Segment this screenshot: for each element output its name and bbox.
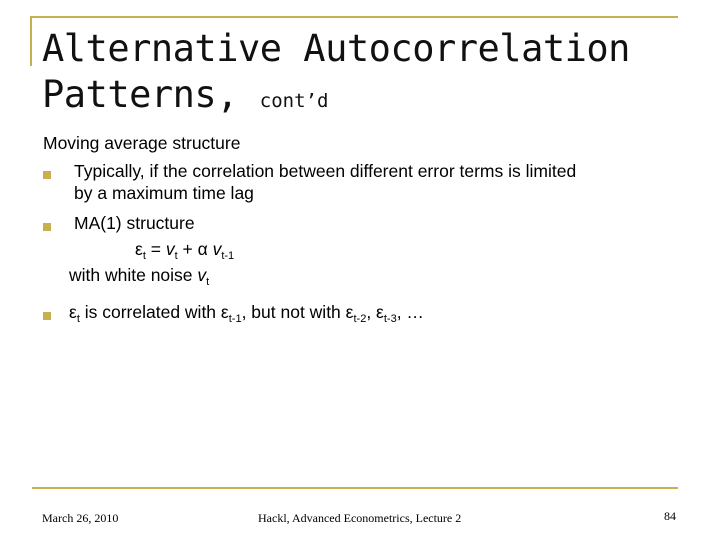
white-noise-sub: t [206, 276, 210, 288]
title-line-2: Patterns, [42, 73, 238, 116]
bullet-marker [43, 312, 51, 320]
eq-sub-t: t [142, 250, 146, 262]
b3-eps-4: ε [376, 302, 384, 322]
b3-eps-3: ε [345, 302, 354, 322]
white-noise-var: v [197, 265, 207, 285]
footer-course: Hackl, Advanced Econometrics, Lecture 2 [258, 511, 462, 525]
bullet-3 [69, 301, 424, 323]
white-noise-text: with white noise [69, 265, 198, 285]
b3-sub-t1: t-1 [228, 313, 242, 325]
b3-comma: , [366, 302, 377, 322]
footer-rule [32, 487, 678, 489]
bullet-1-line-1: Typically, if the correlation between different error terms is limited [74, 161, 577, 181]
eq-epsilon: ε [135, 239, 143, 259]
b3-eps: ε [69, 302, 77, 322]
b3-text-1: is correlated with [79, 302, 221, 322]
eq-sub-t1: t-1 [221, 250, 235, 262]
eq-plus-alpha: + α [177, 239, 213, 259]
eq-sub-t-2: t [174, 250, 178, 262]
b3-text-2: , but not with [241, 302, 346, 322]
footer-page-number: 84 [664, 509, 676, 523]
left-rule [30, 16, 32, 66]
eq-v: v [165, 239, 175, 259]
title-suffix: cont’d [259, 90, 329, 112]
footer-date: March 26, 2010 [42, 511, 119, 525]
b3-eps-2: ε [220, 302, 229, 322]
ma1-equation [135, 238, 234, 260]
b3-sub-t: t [76, 313, 80, 325]
slide-title [42, 26, 630, 124]
bullet-2: MA(1) structure [74, 213, 195, 233]
top-rule [32, 16, 678, 18]
bullet-marker [43, 171, 51, 179]
white-noise-line [69, 264, 209, 286]
title-line-1: Alternative Autocorrelation [42, 27, 630, 70]
b3-ellipsis: , … [396, 302, 424, 322]
b3-sub-t3: t-3 [383, 313, 397, 325]
bullet-1-line-2: by a maximum time lag [74, 183, 254, 203]
eq-v-2: v [212, 239, 222, 259]
bullet-marker [43, 223, 51, 231]
b3-sub-t2: t-2 [353, 313, 367, 325]
body-heading: Moving average structure [43, 133, 241, 153]
eq-equals: = [145, 239, 166, 259]
